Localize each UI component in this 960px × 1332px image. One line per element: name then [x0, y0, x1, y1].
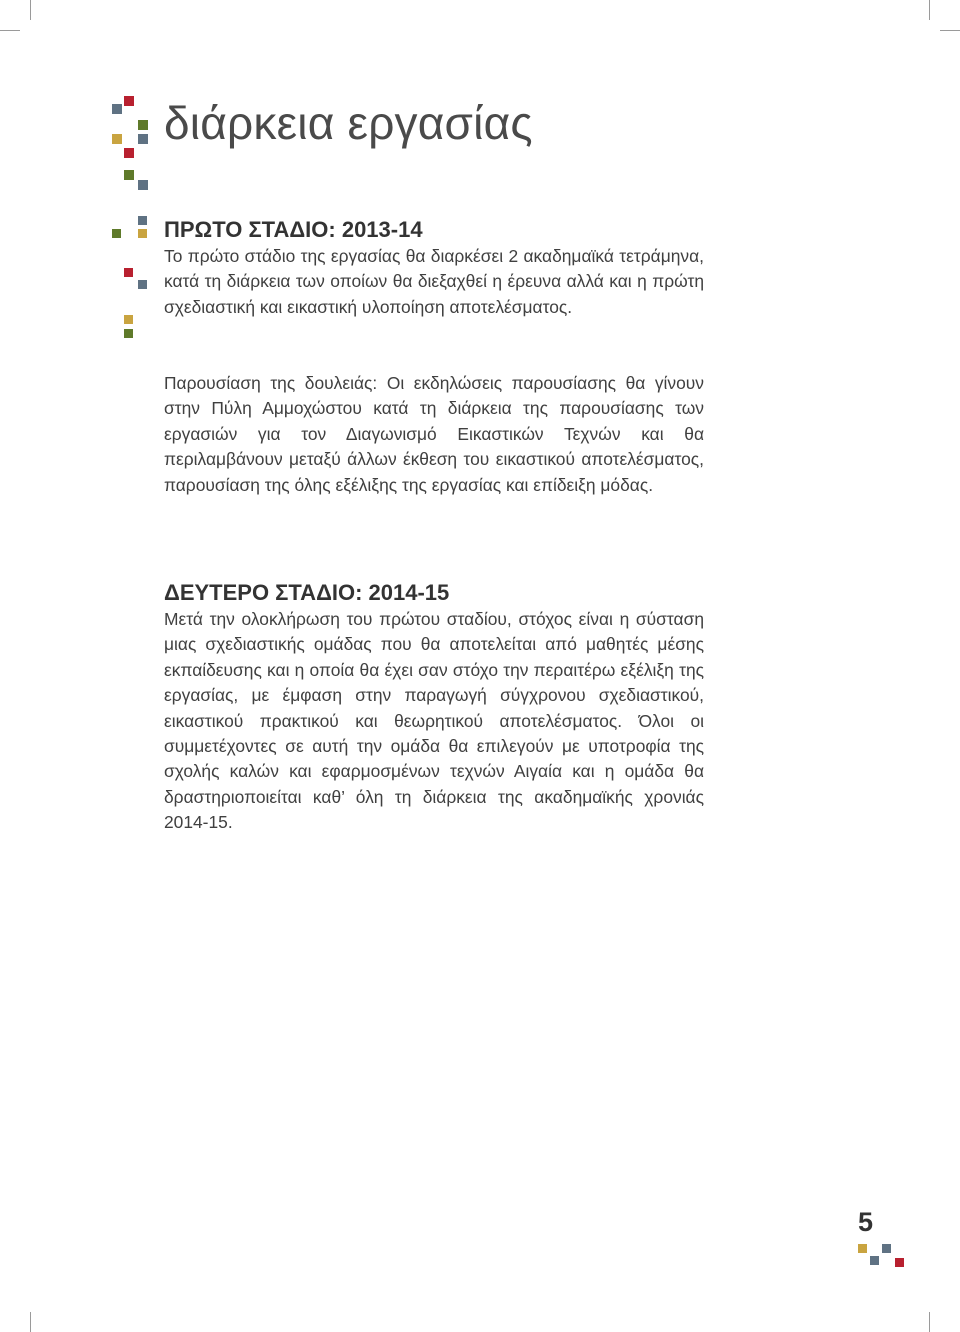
decor-square: [882, 1244, 891, 1253]
page-number: 5: [858, 1207, 874, 1237]
decor-square: [138, 134, 148, 144]
decor-square: [138, 216, 147, 225]
crop-mark: [929, 1312, 930, 1332]
decor-square: [112, 104, 122, 114]
decor-square: [870, 1256, 879, 1265]
decor-square: [124, 148, 134, 158]
decor-square: [112, 134, 122, 144]
decor-square: [138, 280, 147, 289]
section-paragraph: Το πρώτο στάδιο της εργασίας θα διαρκέσει 2 ακαδημαϊκά τετράμηνα, κατά τη διάρκεια των οποίων θα διεξαχθεί η έρευνα αλλά και η πρώτη σχεδιαστική και εικαστική υλοποίηση αποτελέσματος.: [164, 246, 704, 317]
decor-square: [138, 229, 147, 238]
decor-square: [124, 268, 133, 277]
decor-square: [124, 315, 133, 324]
section-paragraph: Παρουσίαση της δουλειάς: Οι εκδηλώσεις παρουσίασης θα γίνουν στην Πύλη Αμμοχώστου κατά τη διάρκεια της παρουσίασης των εργασιών για τον Διαγωνισμό Εικαστικών Τεχνών και θα περιλαμβάνουν μεταξύ άλλων έκθεση του εικαστικού αποτελέσματος, παρουσίαση της όλης εξέλιξης της εργασίας και επίδειξη μόδας.: [164, 373, 704, 495]
crop-mark: [940, 30, 960, 31]
decor-square: [895, 1258, 904, 1267]
crop-mark: [0, 30, 20, 31]
crop-mark: [929, 0, 930, 20]
decor-square: [124, 96, 134, 106]
decor-square: [112, 229, 121, 238]
decor-square: [124, 170, 134, 180]
section-paragraph: Μετά την ολοκλήρωση του πρώτου σταδίου, στόχος είναι η σύσταση μιας σχεδιαστικής ομάδας που θα αποτελείται από μαθητές μέσης εκπαίδευσης και η οποία θα έχει σαν στόχο την περαιτέρω εξέλιξη της εργασίας, με έμφαση στην παραγωγή σύγχρονου σχεδιαστικού, εικαστικού πρακτικού και θεωρητικού αποτελέσματος. Όλοι οι συμμετέχοντες σε αυτή την ομάδα θα επιλεγούν με υποτροφία της σχολής καλών και εφαρμοσμένων τεχνών Αιγαία και η ομάδα θα δραστηριοποιείται καθ’ όλη τη διάρκεια της ακαδημαϊκής χρονιάς 2014-15.: [164, 609, 704, 833]
section-heading: ΔΕΥΤΕΡΟ ΣΤΑΔΙΟ: 2014-15: [164, 580, 450, 605]
decor-square: [138, 120, 148, 130]
crop-mark: [30, 1312, 31, 1332]
section-heading: ΠΡΩΤΟ ΣΤΑΔΙΟ: 2013-14: [164, 217, 423, 242]
decor-square: [858, 1244, 867, 1253]
crop-mark: [30, 0, 31, 20]
decor-square: [138, 180, 148, 190]
page-title: διάρκεια εργασίας: [164, 97, 533, 149]
decor-square: [124, 329, 133, 338]
